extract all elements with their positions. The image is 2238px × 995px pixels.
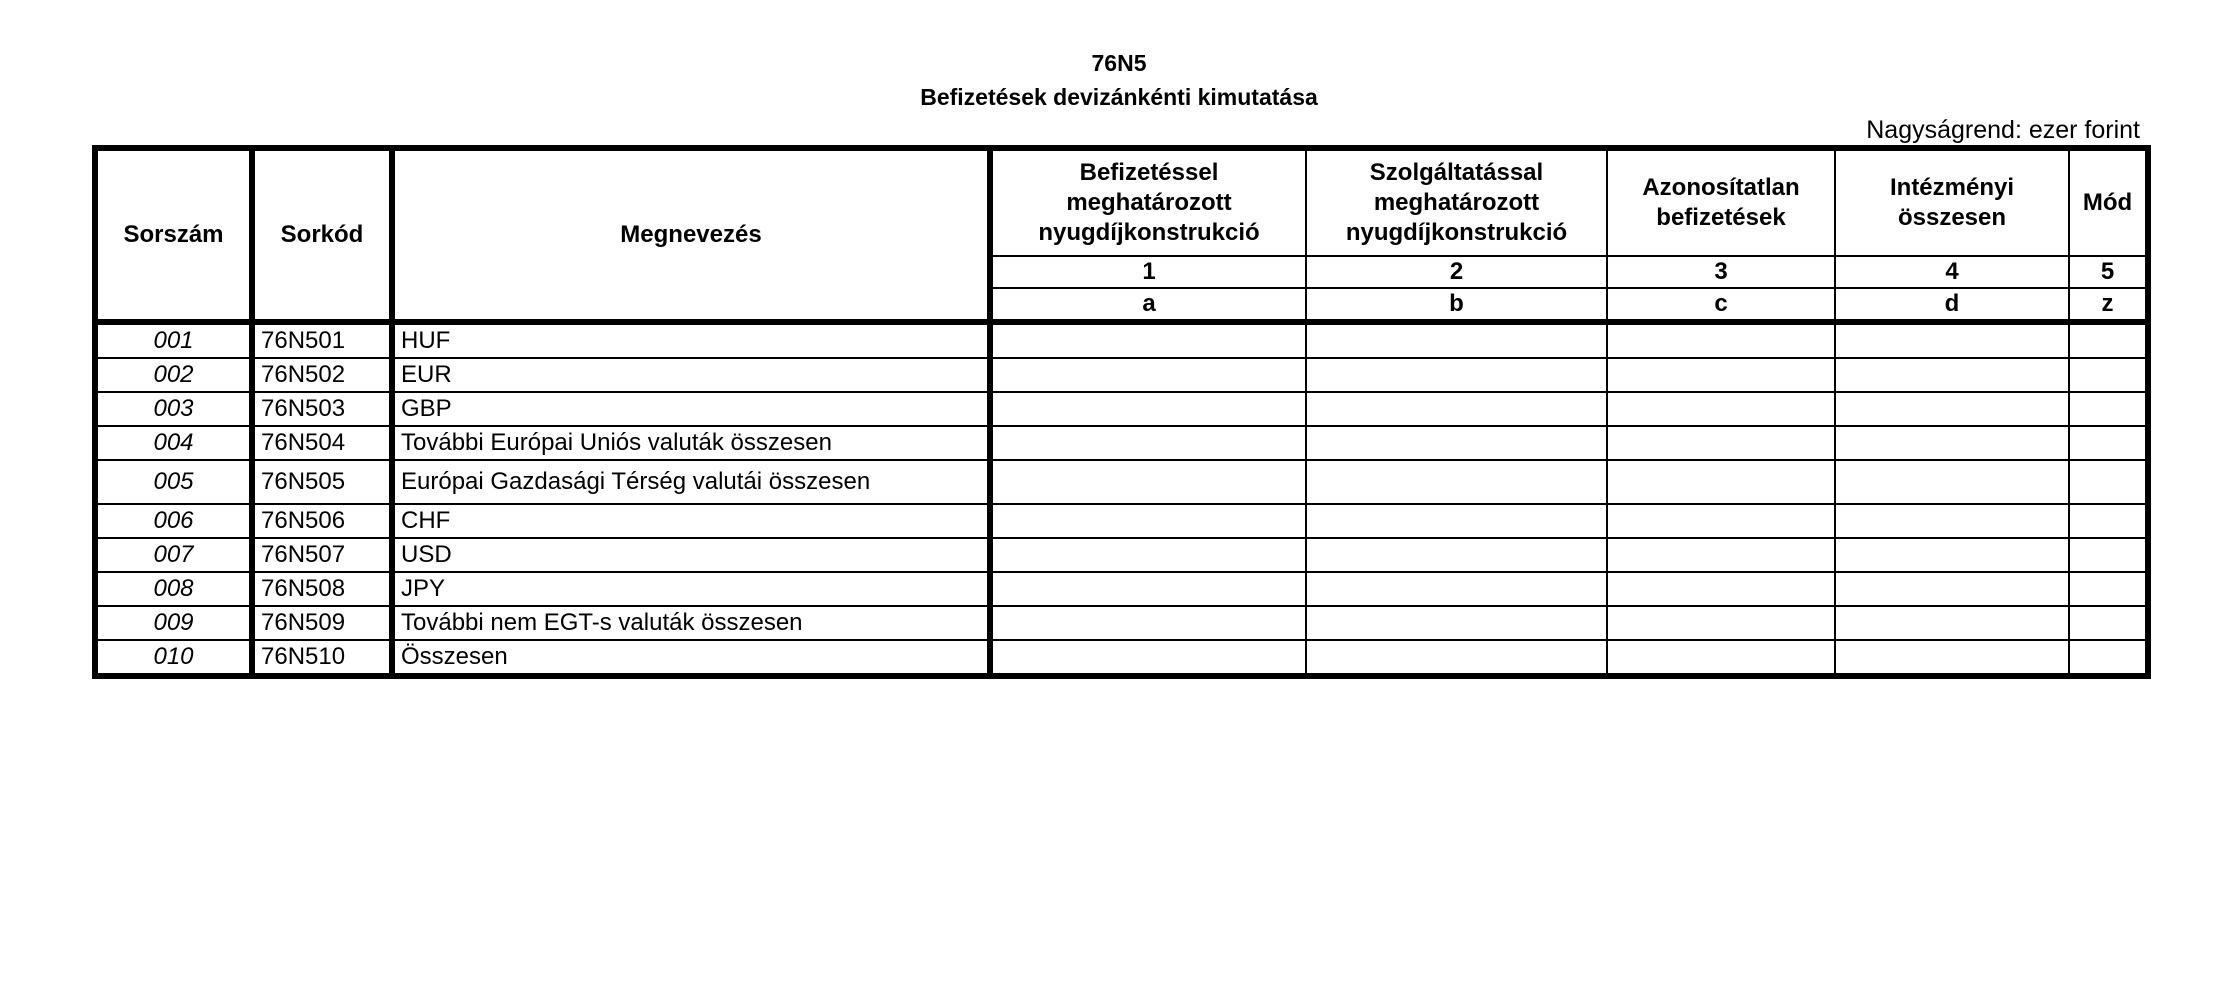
cell-b[interactable] [1306, 358, 1607, 392]
cell-z[interactable] [2069, 426, 2148, 460]
table-row [95, 358, 2148, 392]
header-megnevezes: Megnevezés [392, 148, 990, 322]
row-name: JPY [392, 572, 990, 606]
cell-z[interactable] [2069, 504, 2148, 538]
table-row [95, 572, 2148, 606]
table-row [95, 392, 2148, 426]
cell-c[interactable] [1607, 572, 1835, 606]
form-title: Befizetések devizánkénti kimutatása [920, 84, 1318, 110]
cell-a[interactable] [990, 460, 1306, 504]
cell-z[interactable] [2069, 322, 2148, 358]
row-name: További Európai Uniós valuták összesen [392, 426, 990, 460]
cell-c[interactable] [1607, 392, 1835, 426]
row-number: 010 [95, 640, 252, 676]
table-row [95, 460, 2148, 504]
cell-d[interactable] [1835, 640, 2069, 676]
row-number: 001 [95, 322, 252, 358]
header-letter-d: d [1835, 288, 2069, 322]
cell-z[interactable] [2069, 538, 2148, 572]
cell-b[interactable] [1306, 572, 1607, 606]
table-row [95, 640, 2148, 676]
table-row [95, 538, 2148, 572]
row-name: CHF [392, 504, 990, 538]
header-num-4: 4 [1835, 256, 2069, 288]
row-code: 76N509 [252, 606, 392, 640]
cell-b[interactable] [1306, 504, 1607, 538]
cell-c[interactable] [1607, 322, 1835, 358]
cell-c[interactable] [1607, 504, 1835, 538]
header-num-1: 1 [990, 256, 1306, 288]
cell-c[interactable] [1607, 640, 1835, 676]
row-name: Európai Gazdasági Térség valutái összesen [392, 460, 990, 504]
row-code: 76N501 [252, 322, 392, 358]
row-number: 003 [95, 392, 252, 426]
cell-z[interactable] [2069, 572, 2148, 606]
row-code: 76N503 [252, 392, 392, 426]
row-name: GBP [392, 392, 990, 426]
row-number: 002 [95, 358, 252, 392]
cell-d[interactable] [1835, 426, 2069, 460]
report-table [92, 145, 2151, 679]
row-code: 76N502 [252, 358, 392, 392]
row-code: 76N505 [252, 460, 392, 504]
cell-z[interactable] [2069, 640, 2148, 676]
cell-z[interactable] [2069, 392, 2148, 426]
table-row [95, 504, 2148, 538]
form-code: 76N5 [1091, 50, 1147, 76]
row-name: További nem EGT-s valuták összesen [392, 606, 990, 640]
cell-c[interactable] [1607, 606, 1835, 640]
header-letter-c: c [1607, 288, 1835, 322]
row-number: 005 [95, 460, 252, 504]
cell-d[interactable] [1835, 572, 2069, 606]
cell-b[interactable] [1306, 640, 1607, 676]
header-sorszam: Sorszám [95, 148, 252, 322]
cell-z[interactable] [2069, 606, 2148, 640]
header-col-d: Intézményi összesen [1835, 148, 2069, 256]
header-sorkod: Sorkód [252, 148, 392, 322]
header-col-b: Szolgáltatással meghatározott nyugdíjkonstrukció [1306, 148, 1607, 256]
cell-d[interactable] [1835, 538, 2069, 572]
cell-d[interactable] [1835, 606, 2069, 640]
row-number: 007 [95, 538, 252, 572]
row-code: 76N504 [252, 426, 392, 460]
cell-b[interactable] [1306, 426, 1607, 460]
row-number: 009 [95, 606, 252, 640]
cell-a[interactable] [990, 572, 1306, 606]
header-letter-a: a [990, 288, 1306, 322]
cell-b[interactable] [1306, 538, 1607, 572]
row-code: 76N507 [252, 538, 392, 572]
row-name: Összesen [392, 640, 990, 676]
table-row [95, 426, 2148, 460]
cell-a[interactable] [990, 538, 1306, 572]
cell-b[interactable] [1306, 322, 1607, 358]
row-name: USD [392, 538, 990, 572]
row-name: HUF [392, 322, 990, 358]
header-num-3: 3 [1607, 256, 1835, 288]
cell-c[interactable] [1607, 426, 1835, 460]
cell-d[interactable] [1835, 504, 2069, 538]
row-number: 006 [95, 504, 252, 538]
header-col-z: Mód [2069, 148, 2148, 256]
header-num-2: 2 [1306, 256, 1607, 288]
cell-d[interactable] [1835, 358, 2069, 392]
cell-c[interactable] [1607, 358, 1835, 392]
cell-a[interactable] [990, 640, 1306, 676]
row-code: 76N506 [252, 504, 392, 538]
cell-a[interactable] [990, 392, 1306, 426]
cell-b[interactable] [1306, 392, 1607, 426]
cell-d[interactable] [1835, 322, 2069, 358]
cell-z[interactable] [2069, 460, 2148, 504]
header-letter-b: b [1306, 288, 1607, 322]
cell-a[interactable] [990, 322, 1306, 358]
cell-a[interactable] [990, 606, 1306, 640]
cell-a[interactable] [990, 426, 1306, 460]
cell-d[interactable] [1835, 392, 2069, 426]
cell-d[interactable] [1835, 460, 2069, 504]
cell-b[interactable] [1306, 460, 1607, 504]
unit-note: Nagyságrend: ezer forint [1866, 116, 2140, 144]
row-number: 008 [95, 572, 252, 606]
cell-z[interactable] [2069, 358, 2148, 392]
header-col-c: Azonosítatlan befizetések [1607, 148, 1835, 256]
row-code: 76N510 [252, 640, 392, 676]
cell-c[interactable] [1607, 460, 1835, 504]
row-number: 004 [95, 426, 252, 460]
table-row [95, 606, 2148, 640]
header-num-5: 5 [2069, 256, 2148, 288]
row-name: EUR [392, 358, 990, 392]
cell-b[interactable] [1306, 606, 1607, 640]
cell-a[interactable] [990, 358, 1306, 392]
row-code: 76N508 [252, 572, 392, 606]
header-letter-z: z [2069, 288, 2148, 322]
cell-c[interactable] [1607, 538, 1835, 572]
table-row [95, 322, 2148, 358]
cell-a[interactable] [990, 504, 1306, 538]
header-col-a: Befizetéssel meghatározott nyugdíjkonstrukció [990, 148, 1306, 256]
